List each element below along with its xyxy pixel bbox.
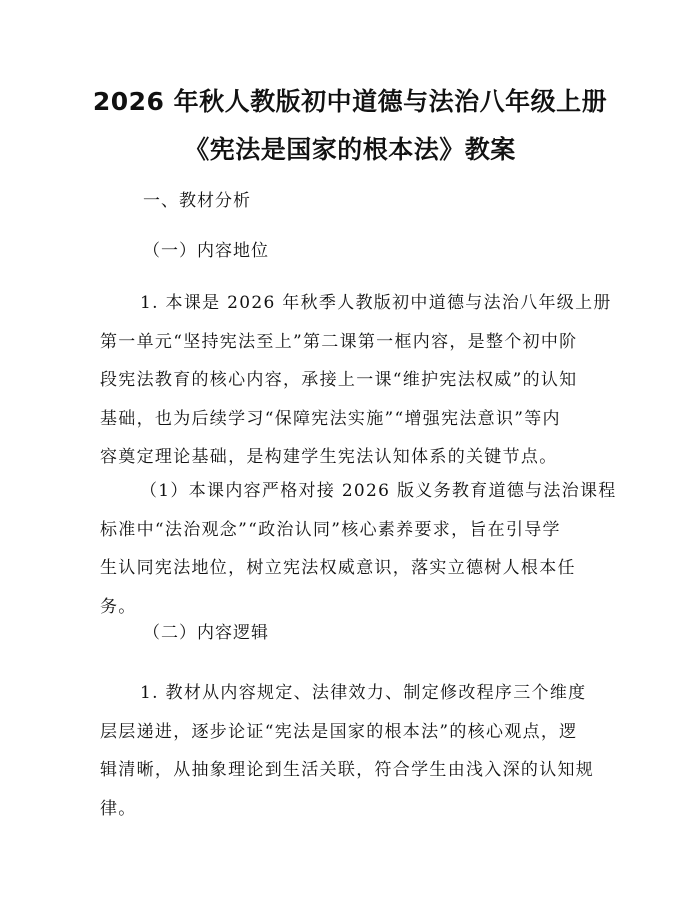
paragraph-line: 第一单元“坚持宪法至上”第二课第一框内容，是整个初中阶: [100, 331, 578, 352]
paragraph-line: 务。: [100, 596, 137, 617]
paragraph-line: 容奠定理论基础，是构建学生宪法认知体系的关键节点。: [100, 447, 558, 467]
paragraph-line: （1）本课内容严格对接 2026 版义务教育道德与法治课程: [140, 481, 617, 501]
paragraph-line: 标准中“法治观念”“政治认同”核心素养要求，旨在引导学: [100, 519, 561, 540]
paragraph-line: 1. 教材从内容规定、法律效力、制定修改程序三个维度: [140, 683, 587, 703]
document-title-line-2: 《宪法是国家的根本法》教案: [184, 135, 516, 164]
paragraph-content-position: [100, 290, 612, 483]
document-title-line-1: 2026 年秋人教版初中道德与法治八年级上册: [92, 87, 608, 116]
paragraph-line: 段宪法教育的核心内容，承接上一课“维护宪法权威”的认知: [100, 370, 578, 390]
paragraph-line: 1. 本课是 2026 年秋季人教版初中道德与法治八年级上册: [140, 293, 612, 313]
subsection-heading-content-logic: （二）内容逻辑: [143, 623, 269, 643]
paragraph-line: 基础，也为后续学习“保障宪法实施”“增强宪法意识”等内: [100, 408, 561, 429]
paragraph-line: 辑清晰，从抽象理论到生活关联，符合学生由浅入深的认知规: [100, 760, 595, 780]
section-heading-textbook-analysis: 一、教材分析: [143, 191, 251, 211]
paragraph-line: 生认同宪法地位，树立宪法权威意识，落实立德树人根本任: [100, 558, 576, 578]
paragraph-content-logic: [100, 680, 600, 834]
paragraph-line: 律。: [100, 798, 137, 819]
paragraph-line: 层层递进，逐步论证“宪法是国家的根本法”的核心观点，逻: [100, 721, 578, 742]
paragraph-curriculum-standard: [100, 478, 617, 632]
subsection-heading-content-position: （一）内容地位: [143, 241, 269, 261]
